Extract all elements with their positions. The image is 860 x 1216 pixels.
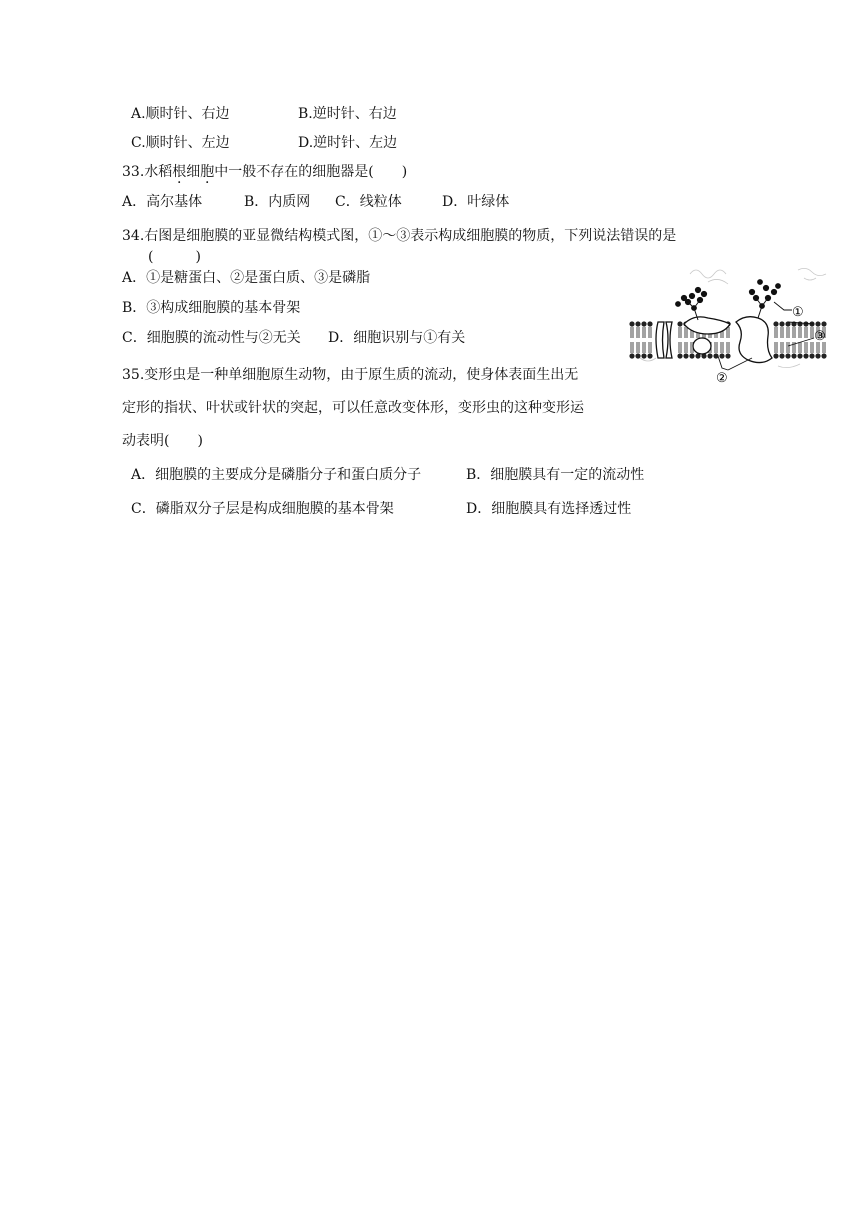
q33-option-a: A．高尔基体 — [122, 194, 203, 210]
q35-option-b: B．细胞膜具有一定的流动性 — [466, 467, 645, 483]
q34-option-c: C．细胞膜的流动性与②无关 — [122, 330, 301, 346]
q33-stem-mid: 细 — [186, 164, 201, 180]
q33-option-c: C．线粒体 — [335, 194, 402, 210]
q34-option-b: B．③构成细胞膜的基本骨架 — [122, 300, 301, 316]
q32-option-d: D.逆时针、左边 — [298, 135, 398, 151]
phospholipid-head — [803, 353, 808, 358]
label-3: ③ — [814, 329, 826, 344]
phospholipid-head — [725, 353, 730, 358]
q32-option-b: B.逆时针、右边 — [298, 106, 397, 122]
phospholipid-head — [815, 353, 820, 358]
phospholipid-head — [713, 353, 718, 358]
q33-option-d: D．叶绿体 — [442, 194, 510, 210]
q35-stem-line-2: 定形的指状、叶状或针状的突起，可以任意改变体形，变形虫的这种变形运 — [122, 400, 584, 416]
phospholipid-head — [785, 353, 790, 358]
phospholipid-head — [647, 321, 652, 326]
phospholipid-head — [641, 321, 646, 326]
q34-answer-paren: ( ) — [148, 249, 201, 265]
q34-stem: 34.右图是细胞膜的亚显微结构模式图，①～③表示构成细胞膜的物质，下列说法错误的是 — [122, 228, 677, 244]
phospholipid-head — [821, 353, 826, 358]
q33-stem-prefix: 33.水稻 — [122, 164, 173, 180]
q35-option-c: C．磷脂双分子层是构成细胞膜的基本骨架 — [131, 501, 394, 517]
phospholipid-head — [815, 321, 820, 326]
q33-emphasis-char-2: 胞 — [200, 164, 215, 180]
q35-option-a: A．细胞膜的主要成分是磷脂分子和蛋白质分子 — [131, 467, 422, 483]
q32-option-a: A.顺时针、右边 — [131, 106, 230, 122]
phospholipid-head — [809, 353, 814, 358]
q35-option-d: D．细胞膜具有选择透过性 — [466, 501, 632, 517]
q33-stem — [122, 162, 407, 182]
q35-stem-line-1: 35.变形虫是一种单细胞原生动物，由于原生质的流动，使身体表面生出无 — [122, 367, 579, 383]
phospholipid-head — [797, 353, 802, 358]
phospholipid-head — [773, 321, 778, 326]
q33-stem-suffix: 中一般不存在的细胞器是( ) — [214, 164, 408, 180]
phospholipid-head — [791, 353, 796, 358]
phospholipid-head — [689, 353, 694, 358]
phospholipid-head — [797, 321, 802, 326]
q34-option-d: D．细胞识别与①有关 — [328, 330, 466, 346]
phospholipid-head — [635, 353, 640, 358]
label-2: ② — [716, 371, 728, 384]
phospholipid-head — [707, 353, 712, 358]
phospholipid-head — [773, 353, 778, 358]
phospholipid-head — [629, 353, 634, 358]
label-1: ① — [792, 305, 804, 320]
q32-option-c: C.顺时针、左边 — [131, 135, 230, 151]
phospholipid-head — [719, 353, 724, 358]
cell-membrane-diagram — [628, 262, 838, 384]
q34-option-a: A．①是糖蛋白、②是蛋白质、③是磷脂 — [122, 270, 371, 286]
phospholipid-head — [647, 353, 652, 358]
q33-option-b: B．内质网 — [244, 194, 311, 210]
phospholipid-head — [779, 321, 784, 326]
glycoprotein-chains — [676, 280, 781, 320]
phospholipid-head — [683, 353, 688, 358]
q33-emphasis-char-1: 根 — [172, 164, 187, 180]
phospholipid-head — [677, 353, 682, 358]
phospholipid-head — [677, 321, 682, 326]
phospholipid-head — [641, 353, 646, 358]
q35-stem-line-3: 动表明( ) — [122, 433, 203, 449]
phospholipid-head — [779, 353, 784, 358]
phospholipid-head — [803, 321, 808, 326]
phospholipid-head — [629, 321, 634, 326]
phospholipid-head — [635, 321, 640, 326]
phospholipid-head — [821, 321, 826, 326]
